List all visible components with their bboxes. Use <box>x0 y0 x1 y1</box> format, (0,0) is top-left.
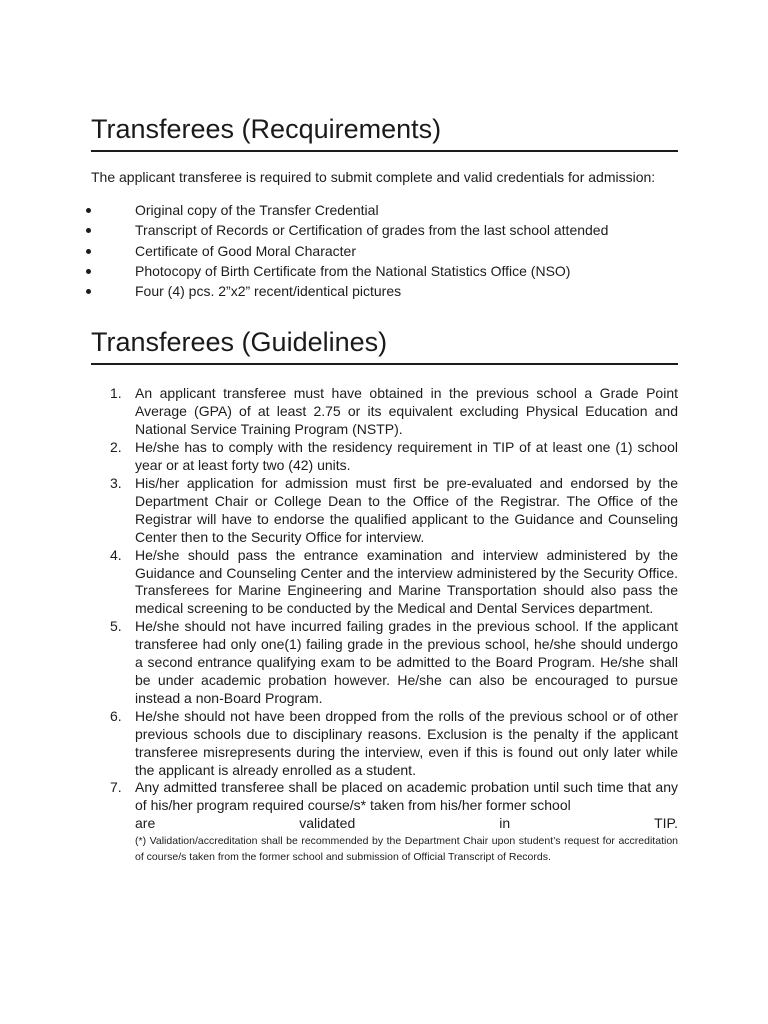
requirements-intro: The applicant transferee is required to submit complete and valid credentials for admission: <box>91 169 656 185</box>
guideline-text: His/her application for admission must first be pre-evaluated and endorsed by the Department Chair or College Dean to the Office of the Registrar. The Office of the Registrar will have to endorse the qualified applicant to the Guidance and Counseling Center then to the Security Office for interview. <box>135 475 678 545</box>
guideline-item <box>91 385 678 439</box>
guideline-text: He/she should pass the entrance examination and interview administered by the Guidance and Counseling Center and the interview administered by the Security Office. Transferees for Marine Engineering and Marine Transportation should also pass the medical screening to be conducted by the Medical and Dental Services department. <box>135 546 678 617</box>
guideline-number: 2. <box>110 439 122 456</box>
guideline-text: An applicant transferee must have obtained in the previous school a Grade Point Average (GPA) of at least 2.75 or its equivalent excluding Physical Education and National Service Training Program (NSTP). <box>135 385 678 438</box>
guideline-item <box>91 439 678 475</box>
guideline-text: He/she should not have incurred failing grades in the previous school. If the applicant transferee had only one(1) failing grade in the previous school, he/she should undergo a second entrance qualifying exam to be admitted to the Board Program. He/she shall be under academic probation however. He/she can also be encouraged to pursue instead a non-Board Program. <box>135 618 678 706</box>
bullet-icon <box>86 269 91 274</box>
bullet-icon <box>86 249 91 254</box>
guideline-text: He/she has to comply with the residency requirement in TIP of at least one (1) school year or at least forty two (42) units. <box>135 439 678 474</box>
guideline-word: validated <box>299 815 356 832</box>
document-page <box>91 0 678 865</box>
guideline-number: 6. <box>110 707 122 724</box>
requirement-text: Transcript of Records or Certification of grades from the last school attended <box>135 222 609 239</box>
guideline-item <box>91 618 678 708</box>
requirement-text: Four (4) pcs. 2”x2” recent/identical pictures <box>135 283 402 300</box>
guideline-word: are <box>135 815 156 832</box>
guideline-last-line <box>135 815 678 833</box>
requirement-item <box>91 281 678 301</box>
requirement-item <box>91 241 678 261</box>
guideline-number: 7. <box>110 779 122 796</box>
requirement-text: Certificate of Good Moral Character <box>135 242 356 259</box>
requirements-heading: Transferees (Recquirements) <box>91 113 678 152</box>
bullet-icon <box>86 208 91 213</box>
bullet-icon <box>86 289 91 294</box>
requirement-text: Original copy of the Transfer Credential <box>135 202 379 218</box>
guideline-word: in <box>499 815 511 832</box>
requirement-text: Photocopy of Birth Certificate from the National Statistics Office (NSO) <box>135 262 571 279</box>
guidelines-heading: Transferees (Guidelines) <box>91 326 678 365</box>
guideline-number: 3. <box>110 475 122 492</box>
guideline-footnote: (*) Validation/accreditation shall be recommended by the Department Chair upon student’s request for accreditation of course/s taken from the former school and submission of Official Transcript of Records. <box>135 835 678 864</box>
guideline-number: 5. <box>110 618 122 635</box>
guideline-number: 1. <box>110 385 122 402</box>
guidelines-list <box>91 385 678 865</box>
requirement-item <box>91 220 678 240</box>
guideline-number: 4. <box>110 546 122 563</box>
guideline-word: TIP. <box>654 815 678 832</box>
requirement-item <box>91 200 678 220</box>
bullet-icon <box>86 228 91 233</box>
guideline-item <box>91 475 678 547</box>
guideline-item <box>91 779 678 865</box>
requirement-item <box>91 261 678 281</box>
guideline-text: He/she should not have been dropped from the rolls of the previous school or of other previous schools due to disciplinary reasons. Exclusion is the penalty if the applicant transferee misrepresents during the interview, even if this is found out only later while the applicant is already enrolled as a student. <box>135 707 678 778</box>
guideline-item <box>91 708 678 780</box>
guideline-item <box>91 547 678 619</box>
guideline-text: Any admitted transferee shall be placed on academic probation until such time that any of his/her program required course/s* taken from his/her former school <box>135 779 678 814</box>
requirements-list <box>91 200 678 301</box>
